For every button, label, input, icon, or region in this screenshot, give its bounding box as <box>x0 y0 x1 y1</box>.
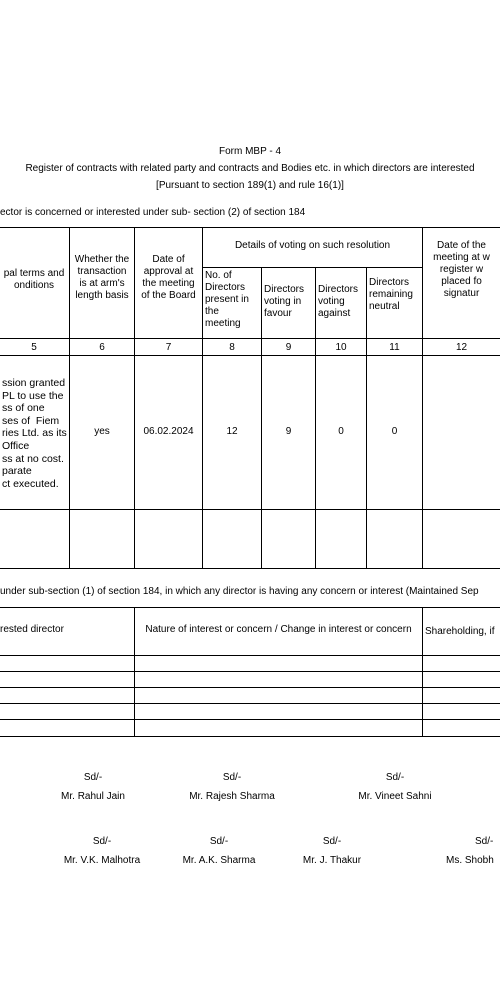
form-title: Form MBP - 4 <box>218 146 282 157</box>
signatory-name: Mr. A.K. Sharma <box>182 855 256 866</box>
form-pursuant: [Pursuant to section 189(1) and rule 16(1)] <box>156 180 344 191</box>
signatory-name: Ms. Shobh <box>446 855 494 866</box>
signature-mark: Sd/- <box>385 772 405 783</box>
signature-block <box>162 772 302 802</box>
signature-mark: Sd/- <box>83 772 103 783</box>
col-against-header: Directors voting against <box>318 284 359 319</box>
col-present-header: No. of Directors present in the meeting <box>205 270 249 329</box>
col-number: 12 <box>455 342 468 353</box>
table-row-favour: 9 <box>285 426 292 437</box>
signatory-name: Mr. Vineet Sahni <box>358 791 432 802</box>
col-shareholding-header: Shareholding, if <box>425 626 495 637</box>
col-number: 6 <box>99 342 105 353</box>
form-subtitle: Register of contracts with related party and contracts and Bodies etc. in which directors are interested <box>25 163 475 174</box>
signatory-name: Mr. J. Thakur <box>302 855 362 866</box>
table-row-neutral: 0 <box>391 426 398 437</box>
voting-details-header: Details of voting on such resolution <box>234 240 391 251</box>
section2-heading: under sub-section (1) of section 184, in which any director is having any concern or interest (Maintained Sep <box>0 586 479 597</box>
signature-mark: Sd/- <box>92 836 112 847</box>
col-favour-header: Directors voting in favour <box>264 284 305 319</box>
col-terms-header: pal terms and onditions <box>3 268 65 291</box>
signature-block <box>23 772 163 802</box>
signatory-name: Mr. V.K. Malhotra <box>63 855 141 866</box>
col-number: 9 <box>285 342 292 353</box>
col-number: 7 <box>165 342 172 353</box>
signatory-name: Mr. Rajesh Sharma <box>189 791 275 802</box>
col-number: 10 <box>335 342 347 353</box>
signature-mark: Sd/- <box>475 836 494 847</box>
signature-mark: Sd/- <box>209 836 229 847</box>
signature-block <box>325 772 465 802</box>
signature-block <box>446 836 500 866</box>
col-nature-interest-header: Nature of interest or concern / Change in interest or concern <box>145 624 412 635</box>
col-number: 8 <box>229 342 235 353</box>
col-number: 5 <box>31 342 37 353</box>
col-approval-date-header: Date of approval at the meeting of the Board <box>141 254 196 301</box>
col-neutral-header: Directors remaining neutral <box>369 277 413 312</box>
table-row-arms-length: yes <box>94 426 110 437</box>
col-meeting-date-header: Date of the meeting at w register w placed fo signatur <box>433 240 490 299</box>
signature-mark: Sd/- <box>222 772 242 783</box>
table-row-approval-date: 06.02.2024 <box>143 426 194 437</box>
col-number: 11 <box>389 342 400 353</box>
table-row-against: 0 <box>338 426 344 437</box>
signature-mark: Sd/- <box>322 836 342 847</box>
section1-heading: ector is concerned or interested under sub- section (2) of section 184 <box>0 207 306 218</box>
col-arms-length-header: Whether the transaction is at arm's length basis <box>74 254 130 301</box>
col-interested-director-header: rested director <box>0 624 64 635</box>
signatory-name: Mr. Rahul Jain <box>61 791 125 802</box>
table-row-present: 12 <box>226 426 238 437</box>
signature-block <box>262 836 402 866</box>
table-row-terms: ssion granted PL to use the ss of one ses of Fiem ries Ltd. as its Office ss at no cost. parate ct executed. <box>2 377 67 490</box>
